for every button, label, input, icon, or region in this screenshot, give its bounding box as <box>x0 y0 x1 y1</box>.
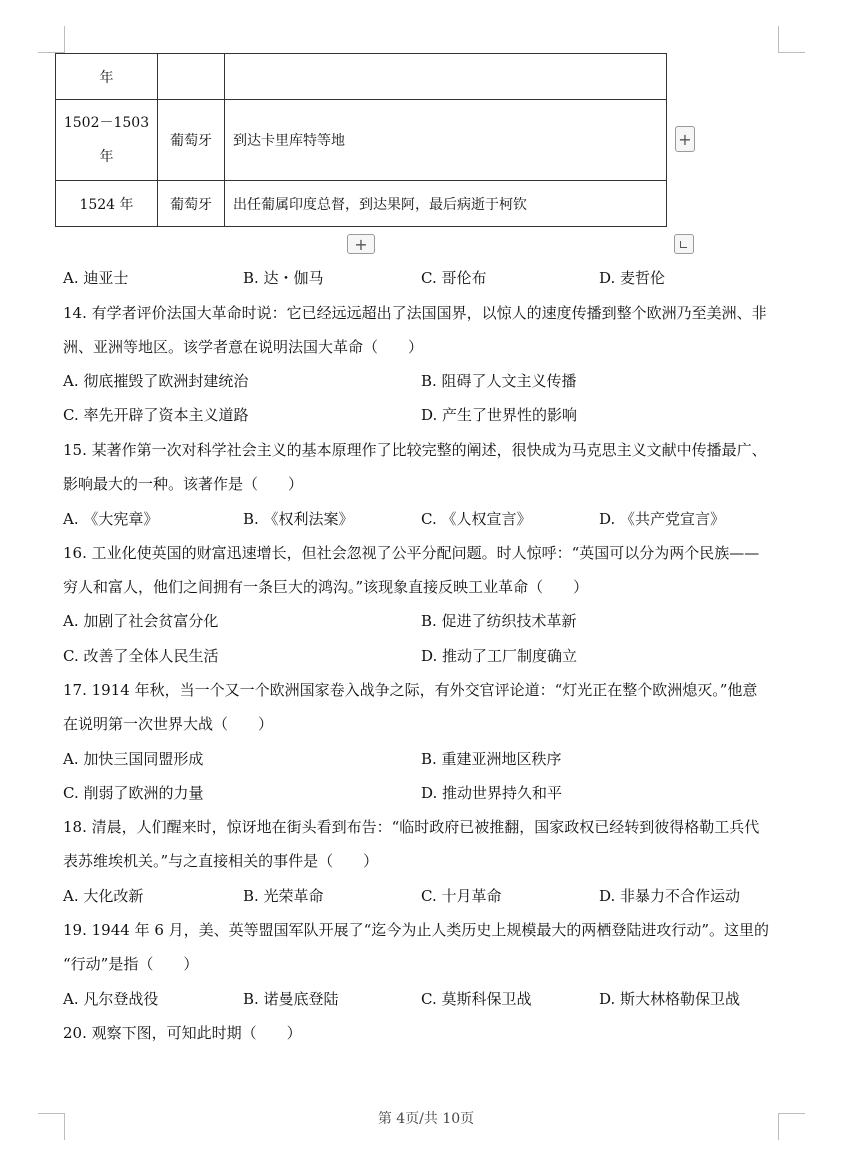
question-15-text: 影响最大的一种。该著作是（ ） <box>63 475 304 493</box>
question-18-text: 18. 清晨，人们醒来时，惊讶地在街头看到布告：“临时政府已被推翻，国家政权已经转到彼得格勒工兵代 <box>63 818 760 836</box>
option-b: B. 重建亚洲地区秩序 <box>421 750 562 768</box>
option-a: A. 迪亚士 <box>63 269 129 287</box>
table-row <box>56 100 667 181</box>
question-17-text: 在说明第一次世界大战（ ） <box>63 715 274 733</box>
question-18-text: 表苏维埃机关。”与之直接相关的事件是（ ） <box>63 852 379 870</box>
option-d: D. 非暴力不合作运动 <box>599 887 741 905</box>
option-b: B. 达・伽马 <box>243 269 324 287</box>
option-b: B. 诺曼底登陆 <box>243 990 339 1008</box>
option-b: B. 阻碍了人文主义传播 <box>421 372 577 390</box>
question-19-text: “行动”是指（ ） <box>63 955 199 973</box>
table-cell-year: 年 <box>56 54 158 100</box>
page-corner-mark <box>778 26 805 53</box>
option-c: C. 改善了全体人民生活 <box>63 647 219 665</box>
option-a: A. 彻底摧毁了欧洲封建统治 <box>63 372 249 390</box>
option-a: A. 加快三国同盟形成 <box>63 750 204 768</box>
question-14-text: 洲、亚洲等地区。该学者意在说明法国大革命（ ） <box>63 338 424 356</box>
question-16-text: 16. 工业化使英国的财富迅速增长，但社会忽视了公平分配问题。时人惊呼：“英国可以分为两个民族—— <box>63 544 760 562</box>
question-17-text: 17. 1914 年秋，当一个又一个欧洲国家卷入战争之际，有外交官评论道：“灯光正在整个欧洲熄灭。”他意 <box>63 681 758 699</box>
option-a: A. 加剧了社会贫富分化 <box>63 612 219 630</box>
add-row-button[interactable]: + <box>347 234 375 254</box>
table-cell-year: 1524 年 <box>56 181 158 227</box>
table-row <box>56 54 667 100</box>
add-column-button[interactable]: + <box>675 126 695 152</box>
option-d: D. 斯大林格勒保卫战 <box>599 990 741 1008</box>
table-cell-country <box>158 54 225 100</box>
voyage-table <box>55 53 667 227</box>
option-d: D. 麦哲伦 <box>599 269 666 287</box>
table-cell-event <box>225 54 667 100</box>
question-20-text: 20. 观察下图，可知此时期（ ） <box>63 1024 302 1042</box>
table-cell-year <box>56 100 158 181</box>
option-b: B. 光荣革命 <box>243 887 324 905</box>
table-resize-handle[interactable] <box>674 234 694 254</box>
year-line: 1502－1503 <box>63 115 150 131</box>
option-d: D. 推动了工厂制度确立 <box>421 647 578 665</box>
option-c: C. 削弱了欧洲的力量 <box>63 784 204 802</box>
question-16-text: 穷人和富人，他们之间拥有一条巨大的鸿沟。”该现象直接反映工业革命（ ） <box>63 578 589 596</box>
table-cell-event: 到达卡里库特等地 <box>225 100 667 181</box>
page-number: 第 4页/共 10页 <box>377 1111 475 1127</box>
table-row <box>56 181 667 227</box>
option-d: D. 推动世界持久和平 <box>421 784 563 802</box>
option-a: A. 凡尔登战役 <box>63 990 159 1008</box>
option-d: D. 《共产党宣言》 <box>599 510 726 528</box>
option-c: C. 莫斯科保卫战 <box>421 990 532 1008</box>
option-a: A. 《大宪章》 <box>63 510 159 528</box>
option-c: C. 哥伦布 <box>421 269 487 287</box>
option-a: A. 大化改新 <box>63 887 144 905</box>
page-corner-mark <box>38 26 65 53</box>
question-14-text: 14. 有学者评价法国大革命时说：它已经远远超出了法国国界，以惊人的速度传播到整个欧洲乃至美洲、非 <box>63 304 767 322</box>
question-19-text: 19. 1944 年 6 月，美、英等盟国军队开展了“迄今为止人类历史上规模最大的两栖登陆进攻行动”。这里的 <box>63 921 769 939</box>
option-b: B. 促进了纺织技术革新 <box>421 612 577 630</box>
table-cell-country: 葡萄牙 <box>158 181 225 227</box>
option-c: C. 《人权宣言》 <box>421 510 532 528</box>
table-cell-country: 葡萄牙 <box>158 100 225 181</box>
table-cell-event: 出任葡属印度总督，到达果阿，最后病逝于柯钦 <box>225 181 667 227</box>
year-line: 年 <box>99 149 114 165</box>
question-15-text: 15. 某著作第一次对科学社会主义的基本原理作了比较完整的阐述，很快成为马克思主义文献中传播最广、 <box>63 441 767 459</box>
option-c: C. 率先开辟了资本主义道路 <box>63 406 249 424</box>
option-b: B. 《权利法案》 <box>243 510 354 528</box>
option-d: D. 产生了世界性的影响 <box>421 406 578 424</box>
option-c: C. 十月革命 <box>421 887 502 905</box>
